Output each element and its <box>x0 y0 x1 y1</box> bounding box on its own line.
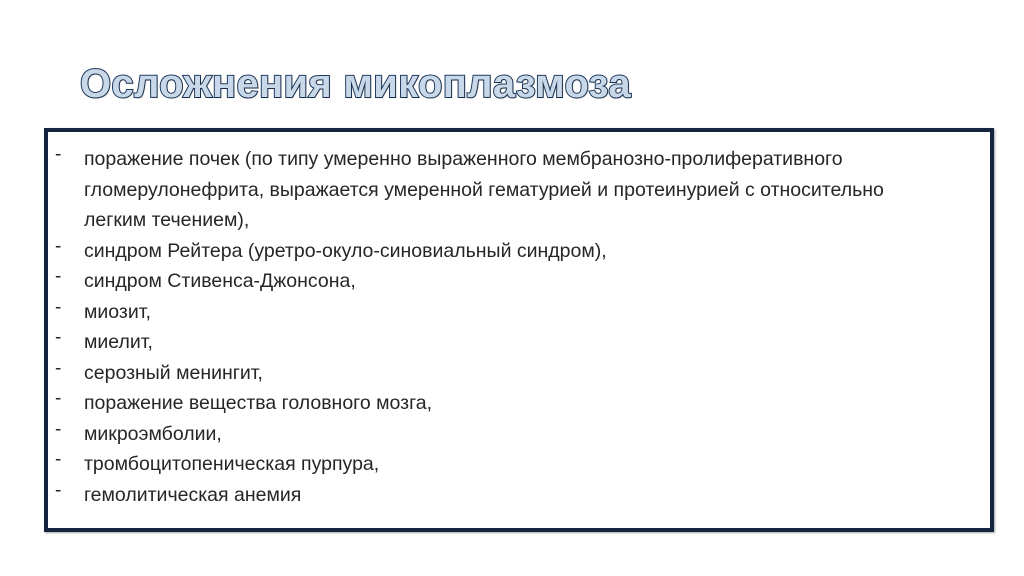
list-item-text: миелит, <box>84 331 153 353</box>
list-item <box>48 236 990 267</box>
list-item-text: тромбоцитопеническая пурпура, <box>84 453 380 475</box>
list-item-text: синдром Рейтера (уретро-окуло-синовиальный синдром), <box>84 239 607 262</box>
bullet-dash: - <box>55 357 62 379</box>
list-item-text: поражение вещества головного мозга, <box>84 392 433 414</box>
list-item <box>48 449 990 480</box>
slide-title: Осложнения микоплазмоза <box>80 62 631 106</box>
bullet-dash: - <box>55 327 62 348</box>
list-item <box>48 266 990 297</box>
list-item-text: серозный менингит, <box>84 361 263 384</box>
list-item <box>48 358 990 389</box>
complications-list <box>48 132 990 510</box>
list-item-text: гемолитическая анемия <box>84 483 302 506</box>
list-item <box>48 388 990 419</box>
bullet-dash: - <box>55 266 62 287</box>
list-item <box>48 419 990 450</box>
list-item-text: поражение почек (по типу умеренно выраженного мембранозно-пролиферативного гломерулонефрита, выражается умеренной гематурией и протеинурией с относительно легким течением), <box>84 148 884 231</box>
content-box <box>44 128 994 532</box>
list-item-text: синдром Стивенса-Джонсона, <box>84 270 356 292</box>
list-item <box>48 327 990 358</box>
list-item <box>48 480 990 511</box>
list-item <box>48 297 990 328</box>
list-item <box>48 144 990 236</box>
bullet-dash: - <box>55 479 62 501</box>
bullet-dash: - <box>55 235 62 257</box>
list-item-text: микроэмболии, <box>84 422 222 445</box>
bullet-dash: - <box>55 144 62 165</box>
bullet-dash: - <box>55 388 62 409</box>
bullet-dash: - <box>55 449 62 470</box>
bullet-dash: - <box>55 296 62 318</box>
bullet-dash: - <box>55 418 62 440</box>
list-item-text: миозит, <box>84 300 151 323</box>
